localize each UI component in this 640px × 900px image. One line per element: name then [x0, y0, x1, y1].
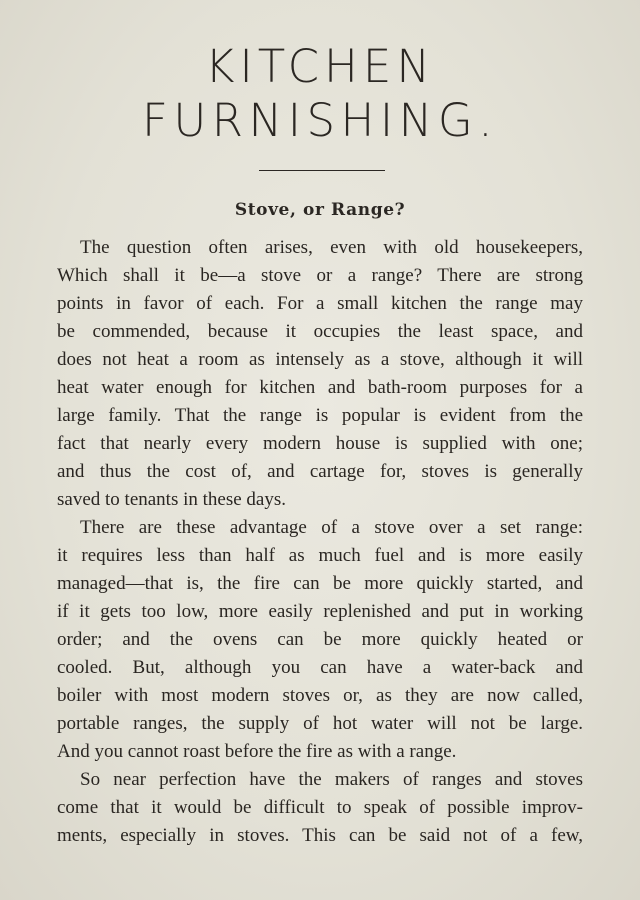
text-line: large family. That the range is popular is evident from the [57, 405, 583, 426]
section-heading: Stove, or Range? [234, 200, 406, 220]
text-line: managed—that is, the fire can be more quickly started, and [57, 573, 583, 594]
text-line: order; and the ovens can be more quickly heated or [57, 629, 583, 650]
text-line: it requires less than half as much fuel and is more easily [57, 545, 583, 566]
text-line: portable ranges, the supply of hot water will not be large. [57, 713, 583, 734]
text-line: ments, especially in stoves. This can be said not of a few, [57, 825, 583, 846]
text-line: does not heat a room as intensely as a stove, although it will [57, 349, 583, 370]
title-divider-rule [259, 170, 385, 171]
text-line: boiler with most modern stoves or, as they are now called, [57, 685, 583, 706]
text-line: cooled. But, although you can have a water-back and [57, 657, 583, 678]
text-line: There are these advantage of a stove over a set range: [80, 517, 583, 538]
text-line: Which shall it be—a stove or a range? There are strong [57, 265, 583, 286]
text-line: points in favor of each. For a small kitchen the range may [57, 293, 583, 314]
text-line: The question often arises, even with old housekeepers, [80, 237, 583, 258]
text-line: fact that nearly every modern house is supplied with one; [57, 433, 583, 454]
page-title-line-2: FURNISHING. [141, 94, 499, 147]
text-line: be commended, because it occupies the least space, and [57, 321, 583, 342]
page-title-line-1: KITCHEN [205, 40, 435, 93]
text-line: and thus the cost of, and cartage for, stoves is generally [57, 461, 583, 482]
text-line: come that it would be difficult to speak of possible improv- [57, 797, 583, 818]
text-line: So near perfection have the makers of ranges and stoves [80, 769, 583, 790]
text-line: heat water enough for kitchen and bath-room purposes for a [57, 377, 583, 398]
text-line: And you cannot roast before the fire as with a range. [57, 741, 457, 762]
text-line: saved to tenants in these days. [57, 489, 287, 510]
text-line: if it gets too low, more easily replenished and put in working [57, 601, 583, 622]
